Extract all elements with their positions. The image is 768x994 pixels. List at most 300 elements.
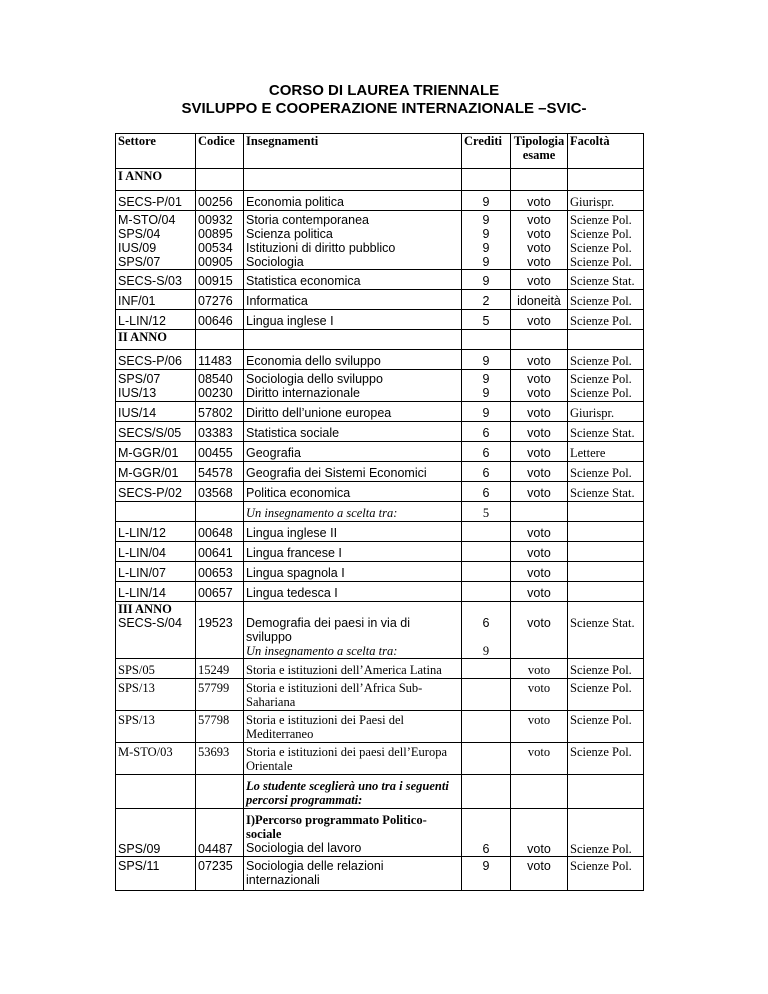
settore-cell [116, 290, 196, 310]
settore-cell [116, 743, 196, 775]
empty-cell [244, 330, 462, 350]
insegnamento-name: Demografia dei paesi in via di [246, 616, 410, 630]
tipologia-value: voto [527, 354, 551, 368]
note-line: Lo studente sceglierà uno tra i seguenti [246, 779, 449, 793]
facolta-value: Scienze Stat. [570, 486, 635, 500]
facolta-value: Scienze Pol. [570, 859, 632, 873]
tipologia-cell [511, 522, 568, 542]
facolta-cell [568, 350, 644, 370]
tipologia-value: voto [527, 486, 551, 500]
crediti-value: 6 [482, 426, 490, 440]
codice-cell [196, 462, 244, 482]
codice-cell [196, 482, 244, 502]
codice-value: 57798 [198, 713, 230, 727]
empty-cell [196, 169, 244, 191]
crediti-cell [462, 211, 511, 270]
settore-code: IUS/09 [118, 241, 157, 255]
tipologia-value: voto [527, 681, 551, 695]
crediti-cell [462, 350, 511, 370]
insegnamento-name: Geografia [246, 446, 301, 460]
codice-value: 54578 [198, 466, 233, 480]
insegnamento-name: Un insegnamento a scelta tra: [246, 506, 398, 520]
crediti-cell [462, 290, 511, 310]
tipologia-value: voto [527, 713, 551, 727]
table-row [116, 522, 644, 542]
crediti-value: 9 [482, 213, 490, 227]
table-row [116, 582, 644, 602]
codice-cell [196, 290, 244, 310]
table-row [116, 370, 644, 402]
insegnamento-name: Lingua francese I [246, 546, 342, 560]
codice-cell [196, 211, 244, 270]
facolta-value: Scienze Pol. [570, 372, 632, 386]
tipologia-cell [511, 711, 568, 743]
settore-cell [116, 442, 196, 462]
settore-code: L-LIN/12 [118, 314, 166, 328]
insegnamento-cell [244, 542, 462, 562]
facolta-value: Lettere [570, 446, 606, 460]
insegnamento-name: Istituzioni di diritto pubblico [246, 241, 396, 255]
section-label: I ANNO [116, 169, 196, 191]
codice-cell [196, 582, 244, 602]
empty-cell [462, 169, 511, 191]
tipologia-value: voto [527, 195, 551, 209]
insegnamento-cell [244, 462, 462, 482]
insegnamento-cell [244, 659, 462, 679]
settore-code: SECS-P/02 [118, 486, 182, 500]
tipologia-value: voto [527, 546, 551, 560]
settore-cell [116, 711, 196, 743]
facolta-value: Scienze Pol. [570, 294, 632, 308]
codice-value: 00455 [198, 446, 233, 460]
crediti-cell [462, 502, 511, 522]
table-row [116, 442, 644, 462]
header-row [116, 134, 644, 169]
settore-code: L-LIN/07 [118, 566, 166, 580]
tipologia-cell [511, 290, 568, 310]
insegnamento-name: Storia e istituzioni dei Paesi del [246, 713, 404, 727]
codice-value: 00534 [198, 241, 233, 255]
codice-cell [196, 502, 244, 522]
codice-cell [196, 402, 244, 422]
settore-code: SPS/13 [118, 713, 155, 727]
tipologia-value: voto [527, 386, 551, 400]
tipologia-value: voto [527, 314, 551, 328]
codice-cell [196, 350, 244, 370]
course-table [115, 133, 644, 891]
crediti-cell [462, 743, 511, 775]
insegnamento-name: Informatica [246, 294, 308, 308]
table-row [116, 169, 644, 191]
header-insegnamenti: Insegnamenti [244, 134, 462, 169]
settore-cell [116, 462, 196, 482]
insegnamento-name: Sociologia dello sviluppo [246, 372, 383, 386]
section-label: II ANNO [116, 330, 196, 350]
settore-code: IUS/14 [118, 406, 157, 420]
facolta-value: Giurispr. [570, 406, 615, 420]
table-row [116, 350, 644, 370]
tipologia-value: voto [527, 745, 551, 759]
tipologia-value: voto [527, 526, 551, 540]
table-row [116, 542, 644, 562]
codice-value: 00895 [198, 227, 233, 241]
crediti-value: 9 [482, 406, 490, 420]
codice-cell: 19523 [196, 602, 244, 659]
settore-cell [116, 211, 196, 270]
settore-cell [116, 542, 196, 562]
tipologia-cell [511, 422, 568, 442]
insegnamento-cell [244, 310, 462, 330]
facolta-value: Scienze Stat. [570, 426, 635, 440]
facolta-cell [568, 270, 644, 290]
insegnamento-name: Scienza politica [246, 227, 333, 241]
tipologia-cell [511, 582, 568, 602]
tipologia-value: voto [527, 255, 551, 269]
facolta-value: Scienze Pol. [570, 241, 632, 255]
insegnamento-cell [244, 482, 462, 502]
settore-code: SPS/07 [118, 372, 161, 386]
facolta-cell [568, 659, 644, 679]
insegnamento-name: Lingua inglese II [246, 526, 338, 540]
insegnamento-cell [244, 602, 462, 659]
settore-cell [116, 502, 196, 522]
settore-code: M-STO/04 [118, 213, 176, 227]
tipologia-value: voto [527, 406, 551, 420]
codice-cell [196, 370, 244, 402]
empty-cell [462, 330, 511, 350]
crediti-cell [462, 562, 511, 582]
tipologia-value: voto [527, 663, 551, 677]
table-row [116, 602, 644, 659]
crediti-cell [462, 422, 511, 442]
settore-cell [116, 191, 196, 211]
settore-code: M-STO/03 [118, 745, 173, 759]
header-crediti: Crediti [462, 134, 511, 169]
insegnamento-name: Storia e istituzioni dei paesi dell’Europa [246, 745, 447, 759]
tipologia-cell [511, 482, 568, 502]
tipologia-cell [511, 542, 568, 562]
crediti-cell [462, 310, 511, 330]
table-row [116, 857, 644, 891]
facolta-cell [568, 191, 644, 211]
codice-value: 08540 [198, 372, 233, 386]
facolta-value: Scienze Pol. [570, 681, 632, 695]
insegnamento-cell [244, 857, 462, 891]
settore-code: SPS/07 [118, 255, 161, 269]
settore-code: INF/01 [118, 294, 156, 308]
crediti-value: 9 [482, 227, 490, 241]
facolta-cell [568, 442, 644, 462]
facolta-cell [568, 370, 644, 402]
settore-code: SPS/04 [118, 227, 161, 241]
crediti-cell [462, 402, 511, 422]
facolta-cell [568, 310, 644, 330]
tipologia-cell [511, 502, 568, 522]
facolta-cell [568, 562, 644, 582]
facolta-cell [568, 711, 644, 743]
crediti-cell: 6 [462, 809, 511, 857]
settore-cell [116, 482, 196, 502]
codice-value: 00646 [198, 314, 233, 328]
facolta-cell [568, 522, 644, 542]
codice-cell [196, 659, 244, 679]
facolta-value: Scienze Pol. [570, 227, 632, 241]
tipologia-cell [511, 270, 568, 290]
percorso-heading: I)Percorso programmato Politico- [246, 813, 427, 827]
insegnamento-cell [244, 422, 462, 442]
insegnamento-cell [244, 809, 462, 857]
crediti-cell [462, 191, 511, 211]
table-row [116, 422, 644, 442]
settore-cell [116, 370, 196, 402]
insegnamento-cell [244, 679, 462, 711]
settore-cell [116, 422, 196, 442]
insegnamento-name: Statistica economica [246, 274, 361, 288]
header-tipologia: Tipologia esame [511, 134, 568, 169]
settore-cell [116, 310, 196, 330]
crediti-cell [462, 602, 511, 659]
settore-code: L-LIN/04 [118, 546, 166, 560]
codice-cell [196, 743, 244, 775]
codice-value: 57799 [198, 681, 230, 695]
percorso-heading: sociale [246, 827, 282, 841]
settore-code: M-GGR/01 [118, 466, 179, 480]
facolta-cell [568, 482, 644, 502]
codice-value: 11483 [198, 354, 232, 368]
document-title-line1: CORSO DI LAUREA TRIENNALE [268, 82, 500, 99]
codice-value: 53693 [198, 745, 230, 759]
insegnamento-name: Economia politica [246, 195, 344, 209]
insegnamento-name: Storia e istituzioni dell’Africa Sub- [246, 681, 423, 695]
insegnamento-cell [244, 370, 462, 402]
table-row [116, 711, 644, 743]
facolta-value: Scienze Pol. [570, 314, 632, 328]
header-codice: Codice [196, 134, 244, 169]
facolta-cell [568, 542, 644, 562]
codice-cell [196, 562, 244, 582]
insegnamento-cell [244, 290, 462, 310]
crediti-value: 9 [482, 274, 490, 288]
facolta-value: Scienze Pol. [570, 663, 632, 677]
settore-cell [116, 350, 196, 370]
codice-value: 00230 [198, 386, 233, 400]
tipologia-value: voto [527, 859, 551, 873]
insegnamento-name: Sociologia del lavoro [246, 841, 362, 855]
tipologia-value: voto [527, 213, 551, 227]
insegnamento-name: Lingua tedesca I [246, 586, 338, 600]
codice-value: 00653 [198, 566, 233, 580]
codice-cell [196, 191, 244, 211]
table-row [116, 775, 644, 809]
codice-cell [196, 711, 244, 743]
settore-cell [116, 562, 196, 582]
facolta-value: Scienze Pol. [570, 354, 632, 368]
settore-code: L-LIN/14 [118, 586, 166, 600]
insegnamento-cell [244, 270, 462, 290]
settore-code: SECS-P/01 [118, 195, 182, 209]
section-label: III ANNO [118, 602, 172, 616]
settore-cell: SPS/09 [116, 809, 196, 857]
table-row [116, 330, 644, 350]
settore-code: SECS/S/05 [118, 426, 182, 440]
facolta-cell [568, 743, 644, 775]
codice-value: 07235 [198, 859, 233, 873]
insegnamento-cell [244, 502, 462, 522]
tipologia-cell [511, 442, 568, 462]
insegnamento-name: Politica economica [246, 486, 351, 500]
crediti-value: 6 [482, 616, 490, 630]
insegnamento-cell [244, 442, 462, 462]
facolta-cell [568, 857, 644, 891]
codice-value: 57802 [198, 406, 233, 420]
facolta-cell [568, 502, 644, 522]
settore-cell [116, 402, 196, 422]
codice-value: 00915 [198, 274, 233, 288]
empty-cell [196, 330, 244, 350]
settore-code: M-GGR/01 [118, 446, 179, 460]
crediti-cell [462, 659, 511, 679]
tipologia-cell [511, 191, 568, 211]
codice-value: 00932 [198, 213, 233, 227]
crediti-cell [462, 270, 511, 290]
insegnamento-name: Sahariana [246, 695, 296, 709]
crediti-value: 6 [482, 446, 490, 460]
crediti-cell [462, 482, 511, 502]
table-row [116, 743, 644, 775]
empty-cell [511, 330, 568, 350]
codice-value: 03383 [198, 426, 233, 440]
settore-code: SPS/13 [118, 681, 155, 695]
empty-cell [196, 775, 244, 809]
tipologia-cell [511, 370, 568, 402]
settore-cell [116, 602, 196, 659]
empty-cell [511, 169, 568, 191]
tipologia-cell [511, 402, 568, 422]
facolta-value: Scienze Stat. [570, 274, 635, 288]
facolta-value: Scienze Pol. [570, 255, 632, 269]
insegnamento-name: Orientale [246, 759, 293, 773]
settore-code: SECS-S/03 [118, 274, 182, 288]
facolta-cell: Scienze Pol. [568, 809, 644, 857]
settore-code: SECS-P/06 [118, 354, 182, 368]
codice-value: 15249 [198, 663, 230, 677]
choice-note: Un insegnamento a scelta tra: [246, 644, 398, 658]
table-row [116, 502, 644, 522]
tipologia-cell: voto [511, 809, 568, 857]
crediti-cell [462, 522, 511, 542]
codice-value: 00657 [198, 586, 233, 600]
facolta-value: Scienze Pol. [570, 386, 632, 400]
codice-cell [196, 522, 244, 542]
crediti-value: 9 [482, 255, 490, 269]
crediti-cell [462, 462, 511, 482]
crediti-value: 5 [482, 506, 490, 520]
facolta-cell [568, 462, 644, 482]
codice-value: 03568 [198, 486, 233, 500]
header-facolta: Facoltà [568, 134, 644, 169]
tipologia-cell [511, 857, 568, 891]
empty-cell [568, 330, 644, 350]
codice-cell [196, 679, 244, 711]
empty-cell [244, 169, 462, 191]
tipologia-cell [511, 562, 568, 582]
table-row [116, 402, 644, 422]
table-row [116, 679, 644, 711]
settore-code: SECS-S/04 [118, 616, 182, 630]
settore-cell [116, 522, 196, 542]
tipologia-value: voto [527, 241, 551, 255]
crediti-value: 9 [482, 372, 490, 386]
facolta-cell [568, 402, 644, 422]
insegnamento-name: Sociologia delle relazioni [246, 859, 384, 873]
table-row [116, 270, 644, 290]
empty-cell [116, 775, 196, 809]
tipologia-cell [511, 211, 568, 270]
table-row [116, 290, 644, 310]
codice-cell [196, 542, 244, 562]
crediti-value: 9 [482, 859, 490, 873]
insegnamento-cell [244, 350, 462, 370]
facolta-value: Scienze Pol. [570, 466, 632, 480]
crediti-cell [462, 582, 511, 602]
tipologia-cell [511, 743, 568, 775]
codice-value: 00641 [198, 546, 233, 560]
settore-code: SPS/11 [118, 859, 160, 873]
tipologia-cell [511, 462, 568, 482]
spacer [464, 630, 508, 644]
facolta-cell [568, 290, 644, 310]
tipologia-value: voto [527, 274, 551, 288]
crediti-value: 9 [482, 354, 490, 368]
insegnamento-cell [244, 191, 462, 211]
insegnamento-name: sviluppo [246, 630, 292, 644]
settore-cell [116, 679, 196, 711]
facolta-value: Scienze Pol. [570, 213, 632, 227]
insegnamento-name: Lingua spagnola I [246, 566, 345, 580]
codice-cell [196, 422, 244, 442]
empty-cell [511, 775, 568, 809]
insegnamento-name: Statistica sociale [246, 426, 340, 440]
insegnamento-name: Storia e istituzioni dell’America Latina [246, 663, 442, 677]
table-row [116, 211, 644, 270]
codice-value: 00905 [198, 255, 233, 269]
insegnamento-name: Diritto dell’unione europea [246, 406, 392, 420]
note-line: percorsi programmati: [246, 793, 363, 807]
table-row [116, 191, 644, 211]
insegnamento-name: Diritto internazionale [246, 386, 360, 400]
crediti-cell [462, 542, 511, 562]
table-row [116, 462, 644, 482]
insegnamento-cell [244, 211, 462, 270]
crediti-cell [462, 370, 511, 402]
codice-value: 07276 [198, 294, 233, 308]
crediti-value: 9 [482, 195, 490, 209]
insegnamento-name: Economia dello sviluppo [246, 354, 381, 368]
table-row [116, 310, 644, 330]
tipologia-value: voto [527, 466, 551, 480]
crediti-value: 6 [482, 466, 490, 480]
tipologia-value: voto [527, 372, 551, 386]
tipologia-cell [511, 659, 568, 679]
crediti-cell [462, 442, 511, 462]
codice-cell [196, 310, 244, 330]
insegnamento-name: Sociologia [246, 255, 304, 269]
tipologia-cell [511, 310, 568, 330]
codice-value: 00648 [198, 526, 233, 540]
table-row [116, 659, 644, 679]
tipologia-value: voto [527, 566, 551, 580]
crediti-value: 6 [482, 486, 490, 500]
